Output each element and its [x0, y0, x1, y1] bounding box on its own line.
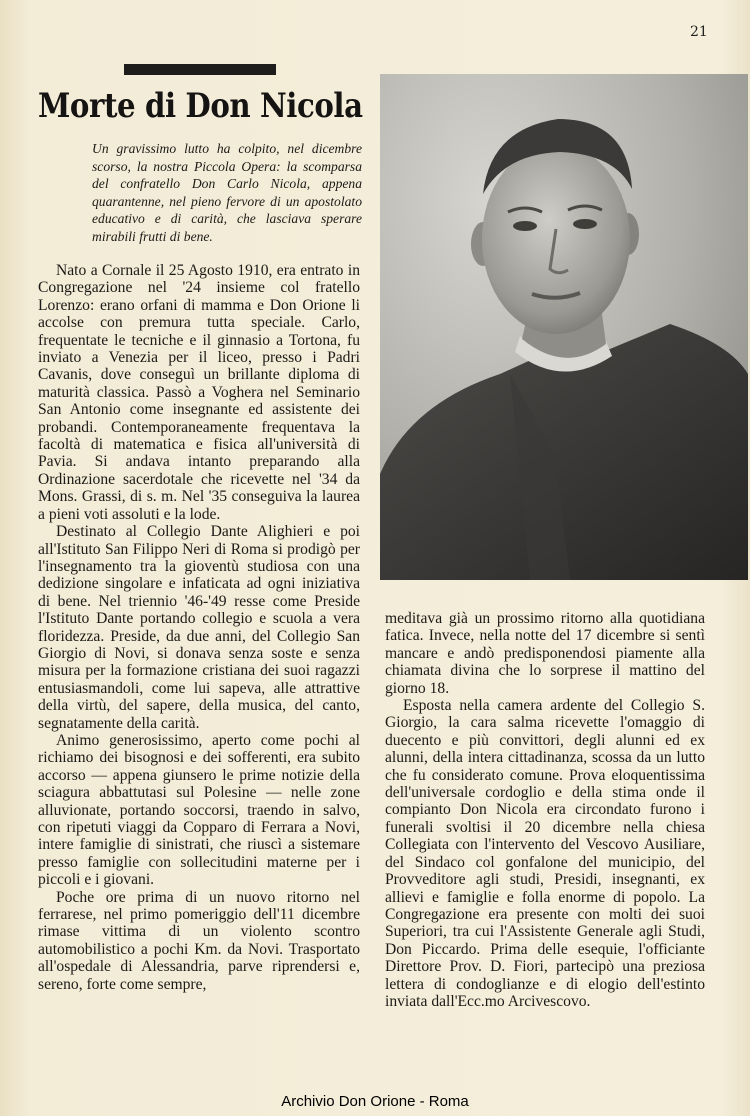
article-lead: [92, 140, 362, 246]
page-number: 21: [690, 24, 708, 40]
archive-footer: Archivio Don Orione - Roma: [281, 1093, 469, 1110]
lead-paragraph: Un gravissimo lutto ha colpito, nel dicembre scorso, la nostra Piccola Opera: la scomparsa del confratello Don Carlo Nicola, appena quarantenne, nel pieno fervore di un apostolato educativo e di carità, che lasciava sperare mirabili frutti di bene.: [92, 141, 362, 244]
portrait-image: [380, 74, 748, 580]
right-column: [385, 610, 705, 1010]
portrait-photo: [380, 74, 748, 580]
body-paragraph: Poche ore prima di un nuovo ritorno nel ferrarese, nel primo pomeriggio dell'11 dicembre rimase vittima di un violento scontro automobilistico a pochi Km. da Novi. Trasportato all'ospedale di Alessandria, parve riprendersi e, sereno, forte come sempre,: [38, 888, 360, 993]
title-rule: [124, 64, 276, 75]
body-paragraph: Esposta nella camera ardente del Collegio S. Giorgio, la cara salma ricevette l'omaggio di duecento e più convittori, degli alunni ed ex alunni, della intera cittadinanza, scossa da un lutto che fu considerato comune. Prova eloquentissima dell'universale cordoglio e della stima onde il compianto Don Nicola era circondato furono i funerali svoltisi il 20 dicembre nella chiesa Collegiata con l'intervento del Vescovo Ausiliare, del Sindaco col gonfalone del municipio, del Provveditore agli studi, Presidi, insegnanti, ex allievi e famiglie e folla enorme di popolo. La Congregazione era presente con molti dei suoi Superiori, tra cui l'Assistente Generale agli Studi, Don Piccardo. Prima delle esequie, l'officiante Direttore Prov. D. Fiori, partecipò una preziosa lettera di condoglianze e di elogio dell'estinto inviata dall'Ecc.mo Arcivescovo.: [385, 697, 705, 1010]
left-column: [38, 262, 360, 993]
body-paragraph: Animo generosissimo, aperto come pochi al richiamo dei bisognosi e dei sofferenti, era subito accorso — appena giunsero le prime notizie della sciagura abbattutasi sul Polesine — nelle zone alluvionate, portando soccorsi, traendo in salvo, con ripetuti viaggi da Copparo di Ferrara a Novi, intere famiglie di sinistrati, che riuscì a sistemare presso famiglie con sollecitudini materne per i piccoli e i giovani.: [38, 731, 360, 889]
body-paragraph: meditava già un prossimo ritorno alla quotidiana fatica. Invece, nella notte del 17 dicembre si sentì mancare e andò predisponendosi piamente alla chiamata divina che lo sorprese il mattino del giorno 18.: [385, 610, 705, 697]
article-title: Morte di Don Nicola: [38, 86, 363, 126]
body-paragraph: Nato a Cornale il 25 Agosto 1910, era entrato in Congregazione nel '24 insieme col fratello Lorenzo: erano orfani di mamma e Don Orione li accolse con premura tutta speciale. Carlo, frequentate le tecniche e il ginnasio a Tortona, fu inviato a Venezia per il liceo, presso i Padri Cavanis, dove conseguì un brillante diploma di maturità classica. Passò a Voghera nel Seminario San Antonio come insegnante ed assistente dei probandi. Contemporaneamente frequentava la facoltà di matematica e fisica all'università di Pavia. Si andava intanto preparando alla Ordinazione sacerdotale che ricevette nel '34 da Mons. Grassi, di s. m. Nel '35 conseguiva la laurea a pieni voti assoluti e la lode.: [38, 262, 360, 523]
body-paragraph: Destinato al Collegio Dante Alighieri e poi all'Istituto San Filippo Neri di Roma si prodigò per l'insegnamento tra la gioventù studiosa con una dedizione singolare e infaticata ad ogni iniziativa di bene. Nel triennio '46-'49 resse come Preside l'Istituto Dante portando collegio e scuola a vera floridezza. Preside, da due anni, del Collegio San Giorgio di Novi, si donava senza soste e senza misura per la formazione cristiana dei suoi ragazzi entusiasmandoli, come lui sapeva, alle attrattive della virtù, del sapere, della musica, del canto, segnatamente della carità.: [38, 523, 360, 732]
